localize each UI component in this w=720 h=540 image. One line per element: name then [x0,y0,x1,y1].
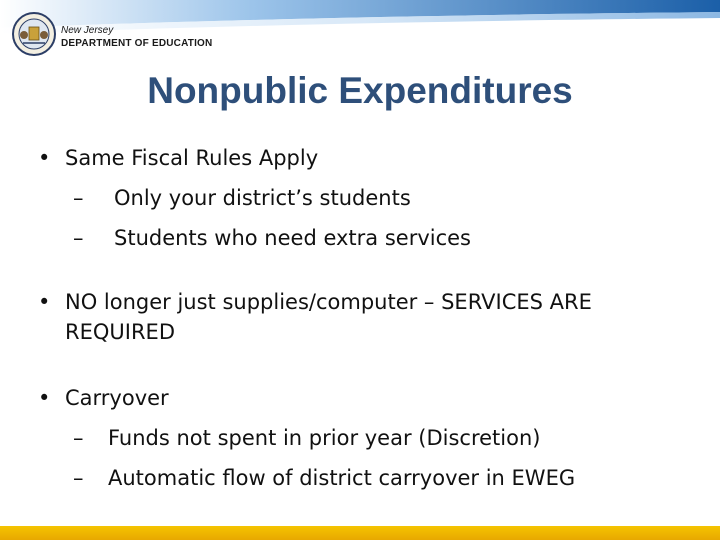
sub-bullet-1-1-text: Only your district’s students [114,186,411,210]
bullet-3-text: Carryover [65,386,169,410]
bullet-dot-icon: • [38,386,51,410]
sub-bullet-1-2-text: Students who need extra services [114,226,471,250]
dash-icon: – [73,226,84,250]
footer-bar [0,526,720,540]
dash-icon: – [73,466,84,490]
bullet-1-text: Same Fiscal Rules Apply [65,146,319,170]
dash-icon: – [73,186,84,210]
bullet-dot-icon: • [38,146,51,170]
bullet-dot-icon: • [38,290,51,314]
sub-bullet-3-1-text: Funds not spent in prior year (Discretion) [108,426,541,450]
agency-state: New Jersey [61,25,114,36]
sub-bullet-3-2-text: Automatic flow of district carryover in EWEG [108,466,576,490]
slide-title: Nonpublic Expenditures [147,70,573,111]
agency-department: DEPARTMENT OF EDUCATION [61,38,213,49]
dash-icon: – [73,426,84,450]
bullet-2-text: NO longer just supplies/computer – SERVICES ARE REQUIRED [65,290,592,344]
